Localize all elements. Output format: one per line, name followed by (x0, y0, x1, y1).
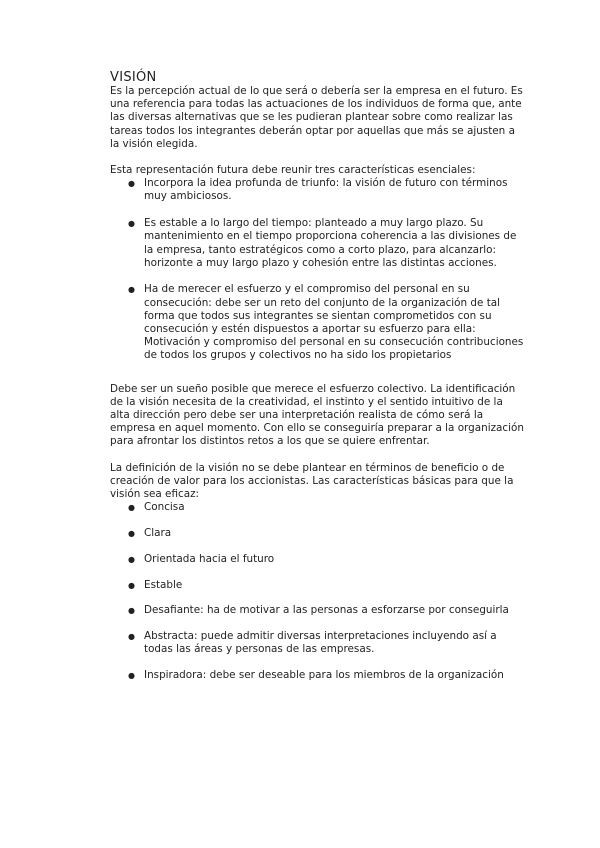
list-item-text: Desafiante: ha de motivar a las personas a esforzarse por conseguirla (144, 604, 509, 617)
list-item (110, 283, 525, 362)
bullet-icon: ● (128, 219, 135, 229)
dream-paragraph: Debe ser un sueño posible que merece el esfuerzo colectivo. La identificación de la visión necesita de la creatividad, el instinto y el sentido intuitivo de la alta dirección pero debe ser una interpretación realista de cómo será la empresa en aquel momento. Con ello se conseguiría preparar a la organización para afrontar los distintos retos a los que se quiere enfrentar. (110, 382, 524, 448)
list-item (110, 527, 525, 540)
list-item-text: Es estable a lo largo del tiempo: planteado a muy largo plazo. Su mantenimiento en el tiempo proporciona coherencia a las divisiones de la empresa, tanto estratégicos como a corto plazo, para alcanzarlo: horizonte a muy largo plazo y cohesión entre las distintas acciones. (144, 217, 517, 269)
effective-traits-list (110, 501, 525, 682)
definition-paragraph: La definición de la visión no se debe plantear en términos de beneficio o de creación de valor para los accionistas. Las características básicas para que la visión sea eficaz: (110, 461, 514, 501)
list-item (110, 177, 525, 203)
document-page (110, 70, 525, 682)
list-item (110, 217, 525, 270)
spacer (110, 363, 525, 383)
bullet-icon: ● (128, 503, 135, 513)
bullet-icon: ● (128, 671, 135, 681)
list-item-text: Abstracta: puede admitir diversas interpretaciones incluyendo así a todas las áreas y personas de las empresas. (144, 630, 497, 656)
spacer (110, 449, 525, 462)
bullet-icon: ● (128, 606, 135, 616)
characteristics-lead: Esta representación futura debe reunir tres características esenciales: (110, 164, 476, 177)
list-item-text: Estable (144, 578, 183, 591)
bullet-icon: ● (128, 580, 135, 590)
list-item-text: Concisa (144, 501, 185, 514)
list-item (110, 630, 525, 656)
spacer (110, 151, 525, 164)
page-title: VISIÓN (110, 70, 157, 85)
bullet-icon: ● (128, 529, 135, 539)
list-item (110, 553, 525, 566)
list-item-text: Ha de merecer el esfuerzo y el compromiso del personal en su consecución: debe ser un reto del conjunto de la organización de tal forma que todos sus integrantes se sientan comprometidos con su consecución y estén dispuestos a aportar su esfuerzo para ella: Motivación y compromiso del personal en su consecución contribuciones de todos los grupos y colectivos no ha sido los propietarios (144, 283, 524, 362)
list-item-text: Incorpora la idea profunda de triunfo: la visión de futuro con términos muy ambiciosos. (144, 177, 508, 203)
bullet-icon: ● (128, 285, 135, 295)
bullet-icon: ● (128, 554, 135, 564)
list-item-text: Clara (144, 527, 172, 540)
bullet-icon: ● (128, 632, 135, 642)
list-item-text: Orientada hacia el futuro (144, 552, 275, 565)
list-item-text: Inspiradora: debe ser deseable para los miembros de la organización (144, 669, 504, 682)
intro-paragraph: Es la percepción actual de lo que será o debería ser la empresa en el futuro. Es una referencia para todas las actuaciones de los individuos de forma que, ante las diversas alternativas que se les pudieran plantear sobre como realizar las tareas todos los integrantes deberán optar por aquellas que más se ajusten a la visión elegida. (110, 85, 523, 150)
list-item (110, 669, 525, 682)
characteristics-list (110, 177, 525, 362)
bullet-icon: ● (128, 179, 135, 189)
list-item (110, 579, 525, 592)
list-item (110, 604, 525, 617)
list-item (110, 501, 525, 514)
